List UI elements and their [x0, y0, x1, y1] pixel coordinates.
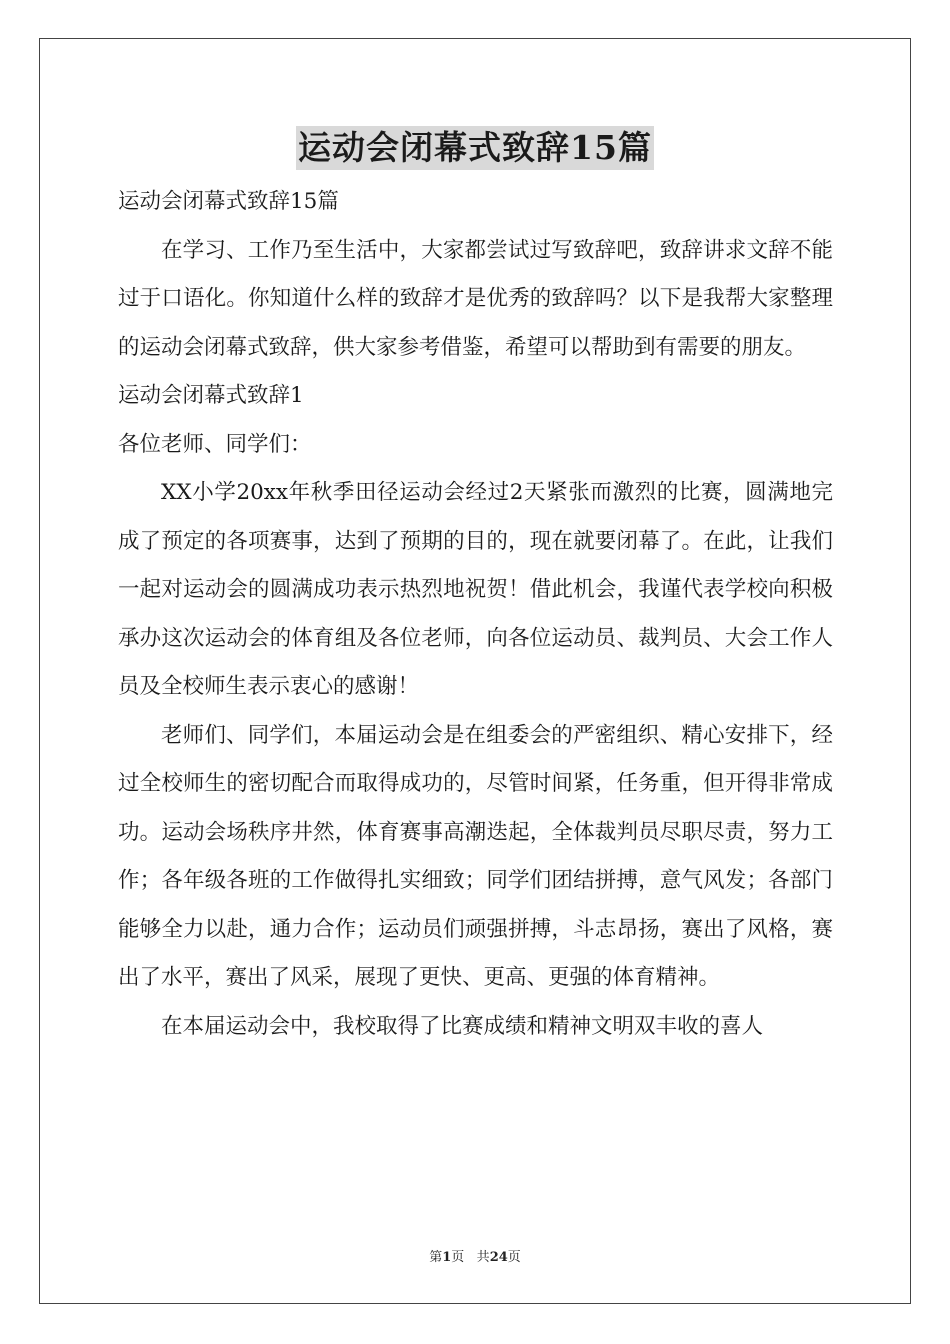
paragraph: 运动会闭幕式致辞15篇: [118, 189, 339, 214]
footer-total-prefix: 共: [476, 1250, 490, 1265]
footer-total-pages: 24: [489, 1250, 508, 1265]
paragraph: XX小学20xx年秋季田径运动会经过2天紧张而激烈的比赛，圆满地完成了预定的各项赛事，达到了预期的目的，现在就要闭幕了。在此，让我们一起对运动会的圆满成功表示热烈地祝贺！借此机会，我谨代表学校向积极承办这次运动会的体育组及各位老师，向各位运动员、裁判员、大会工作人员及全校师生表示衷心的感谢！: [118, 480, 833, 699]
paragraph: 各位老师、同学们：: [118, 431, 312, 457]
document-title: 运动会闭幕式致辞15篇: [296, 126, 654, 170]
footer-prefix: 第: [429, 1250, 443, 1265]
paragraph: 在本届运动会中，我校取得了比赛成绩和精神文明双丰收的喜人: [161, 1013, 764, 1039]
footer-page-suffix: 页: [451, 1250, 465, 1265]
title-container: [0, 126, 950, 170]
page-footer: [0, 1246, 950, 1265]
paragraph: 运动会闭幕式致辞1: [118, 383, 304, 408]
document-body: [118, 178, 833, 1051]
footer-total-suffix: 页: [507, 1250, 521, 1265]
paragraph: 老师们、同学们，本届运动会是在组委会的严密组织、精心安排下，经过全校师生的密切配合而取得成功的，尽管时间紧，任务重，但开得非常成功。运动会场秩序井然，体育赛事高潮迭起，全体裁判员尽职尽责，努力工作；各年级各班的工作做得扎实细致；同学们团结拼搏，意气风发；各部门能够全力以赴，通力合作；运动员们顽强拼搏，斗志昂扬，赛出了风格，赛出了水平，赛出了风采，展现了更快、更高、更强的体育精神。: [118, 722, 833, 990]
footer-page-number: 1: [442, 1250, 452, 1265]
paragraph: 在学习、工作乃至生活中，大家都尝试过写致辞吧，致辞讲求文辞不能过于口语化。你知道什么样的致辞才是优秀的致辞吗？以下是我帮大家整理的运动会闭幕式致辞，供大家参考借鉴，希望可以帮助到有需要的朋友。: [118, 237, 833, 360]
